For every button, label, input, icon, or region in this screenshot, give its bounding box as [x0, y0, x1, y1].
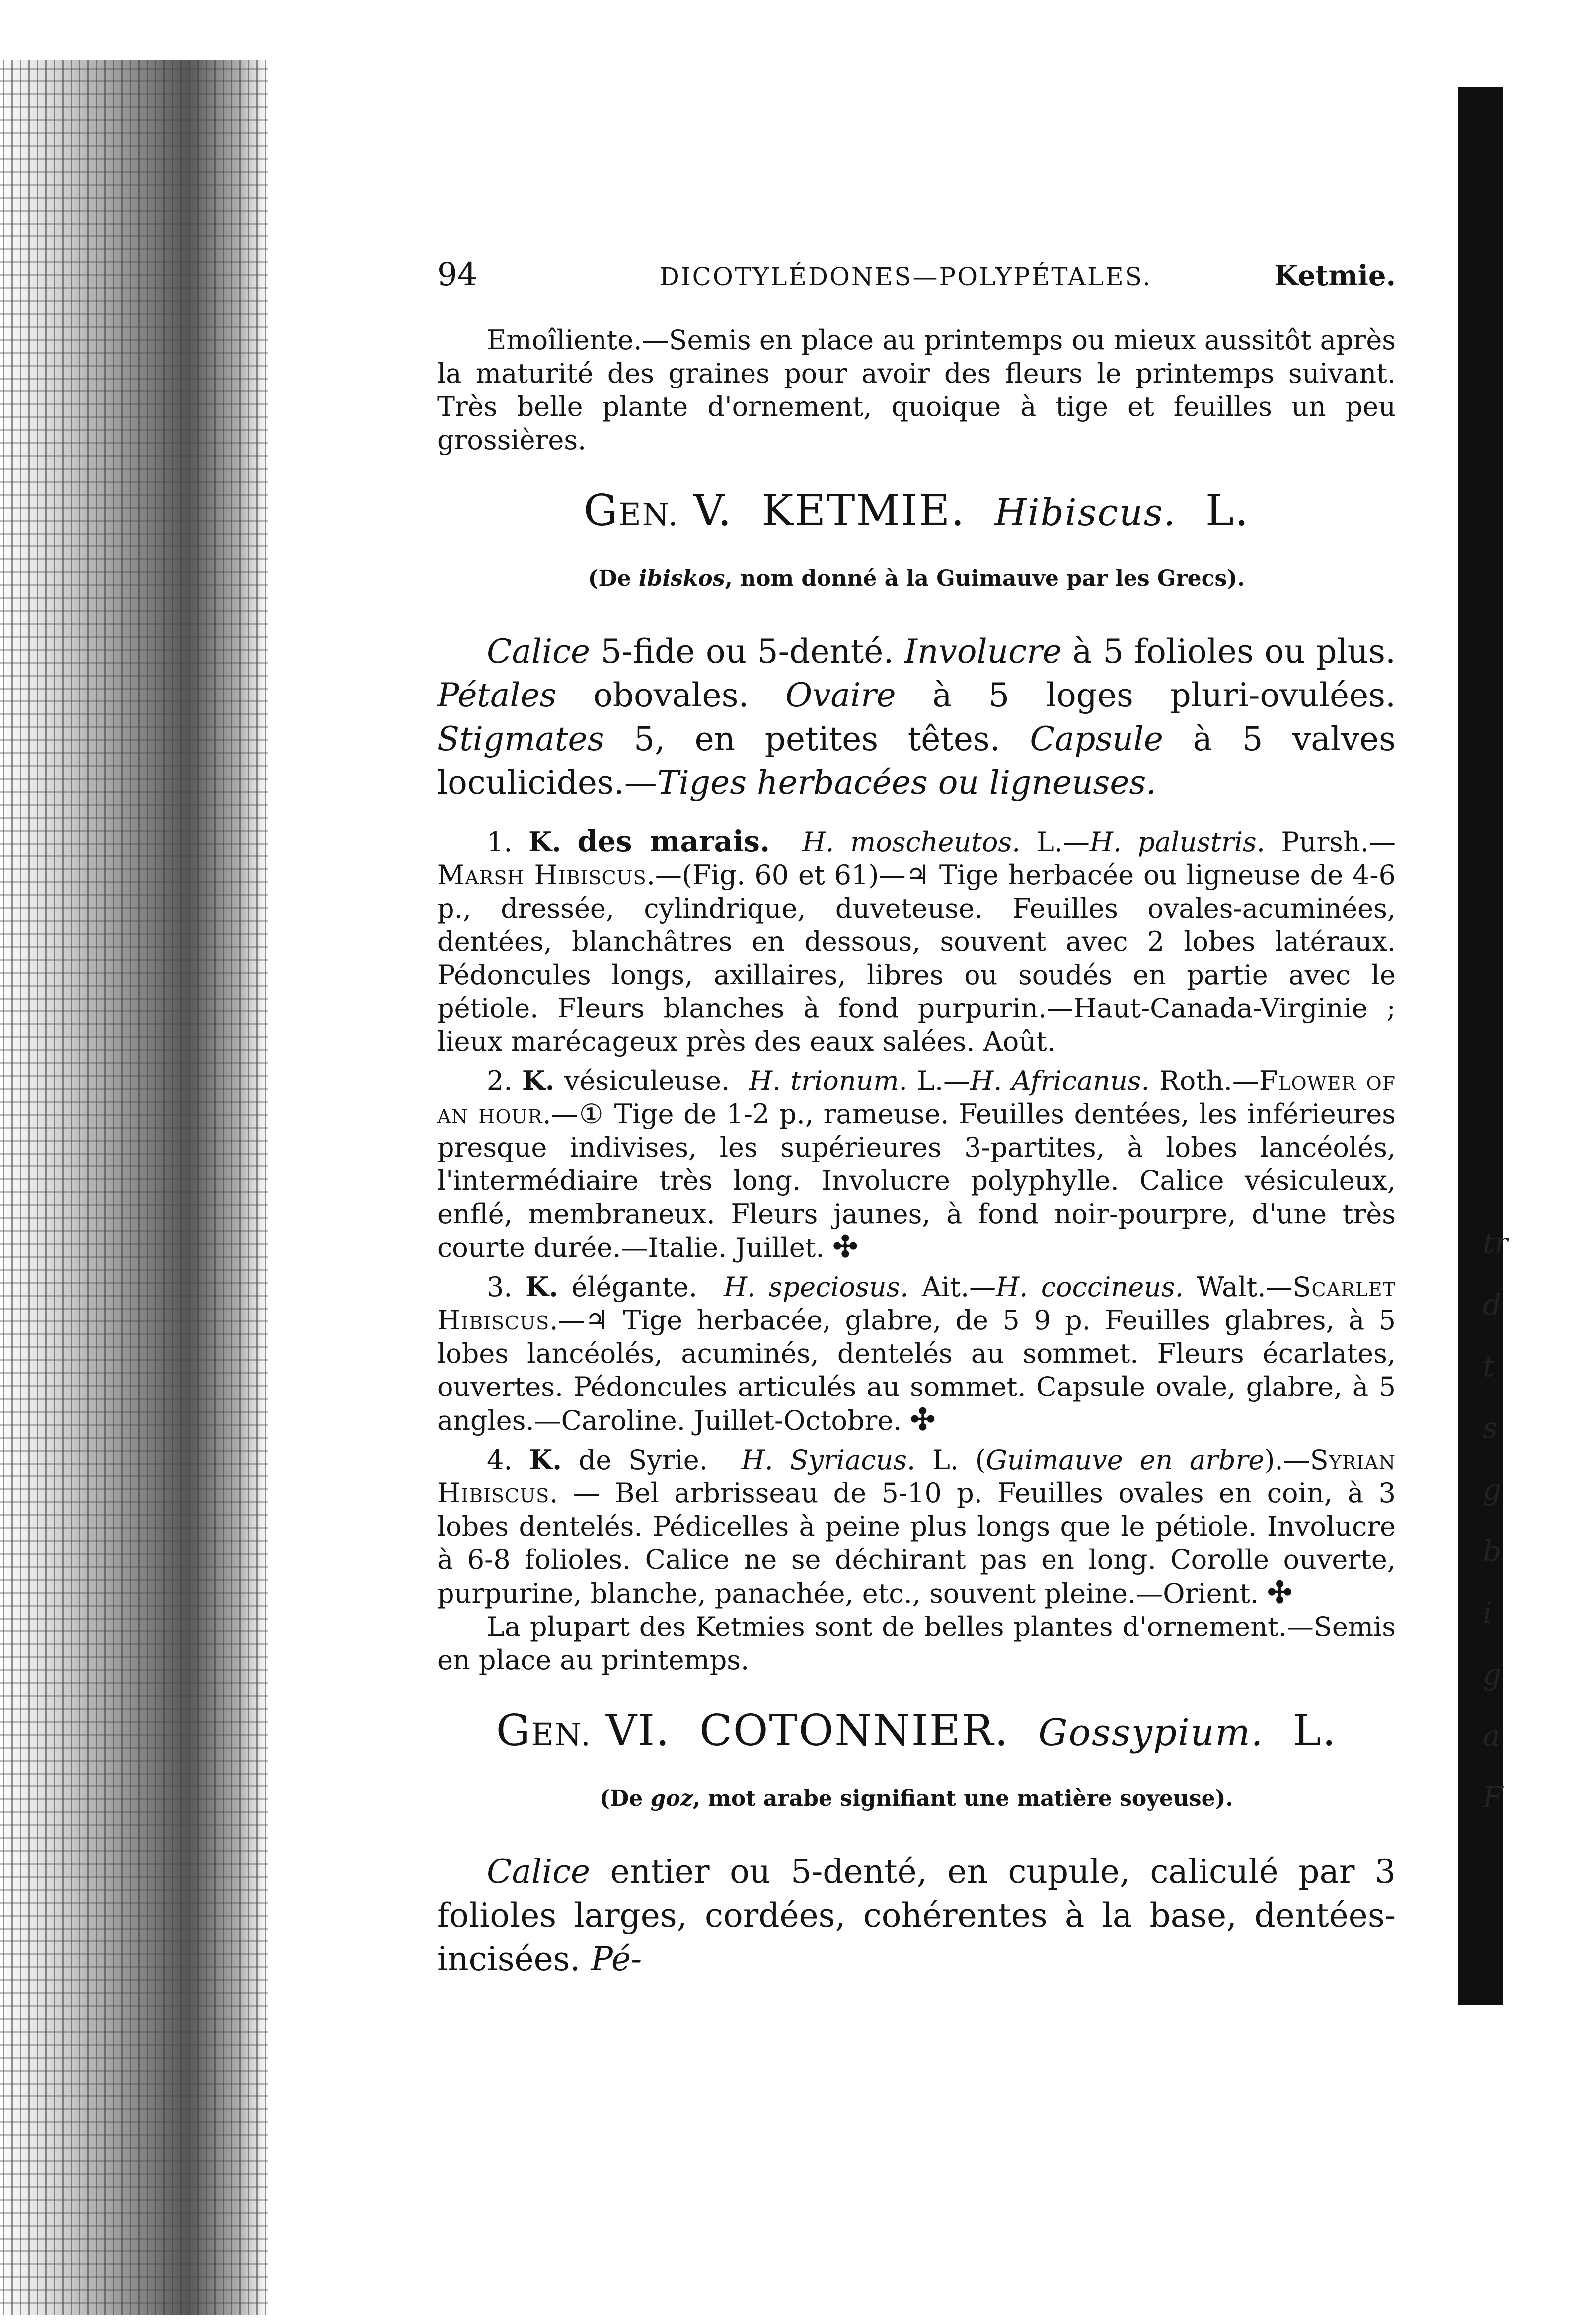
genus-latin: Hibiscus. — [994, 491, 1177, 534]
cultivated-mark-icon: ✣ — [910, 1402, 935, 1437]
cultivated-mark-icon: ✣ — [1267, 1575, 1292, 1610]
species-entry: 3. K. élégante. H. speciosus. Ait.—H. coccineus. Walt.—Scarlet Hibiscus.—♃ Tige herbacée, glabre, de 5 9 p. Feuilles glabres, à 5 lobes lancéolés, acuminés, dentelés au sommet. Fleurs écarlates, ouvertes. Pédoncules articulés au sommet. Capsule ovale, glabre, à 5 angles.—Caroline. Juillet-Octobre. ✣ — [437, 1271, 1396, 1437]
intro-paragraph: Emoîliente.—Semis en place au printemps ou mieux aussitôt après la maturité des graines pour avoir des fleurs le printemps suivant. Très belle plante d'ornement, quoique à tige et feuilles un peu grossières. — [437, 324, 1396, 456]
species-entry: 4. K. de Syrie. H. Syriacus. L. (Guimauve en arbre).—Syrian Hibiscus. — Bel arbrisseau de 5-10 p. Feuilles ovales en coin, à 3 lobes dentelés. Pédicelles à peine plus longs que le pétiole. Involucre à 6-8 folioles. Calice ne se déchirant pas en long. Corolle ouverte, purpurine, blanche, panachée, etc., souvent pleine.—Orient. ✣ — [437, 1444, 1396, 1610]
genus-label: GEN. — [583, 486, 679, 536]
binding-shadow — [0, 60, 268, 2315]
genus-heading — [437, 483, 1396, 542]
fragment: d — [1483, 1288, 1502, 1321]
running-head — [437, 258, 1396, 294]
closing-paragraph: La plupart des Ketmies sont de belles plantes d'ornement.—Semis en place au printemps. — [437, 1611, 1396, 1676]
genus-etymology: (De goz, mot arabe signifiant une matière soyeuse). — [600, 1786, 1233, 1811]
genus-etymology: (De ibiskos, nom donné à la Guimauve par les Grecs). — [588, 566, 1245, 591]
page-number: 94 — [437, 256, 478, 293]
fragment: g — [1483, 1472, 1502, 1506]
fragment: s — [1483, 1411, 1498, 1445]
genus-label: GEN. — [496, 1706, 592, 1756]
genus-diagnosis: Calice 5-fide ou 5-denté. Involucre à 5 folioles ou plus. Pétales obovales. Ovaire à 5 loges pluri-ovulées. Stigmates 5, en petites têtes. Capsule à 5 valves loculicides.—Tiges herbacées ou ligneuses. — [437, 632, 1396, 802]
book-page — [437, 258, 1396, 2001]
running-title: DICOTYLÉDONES—POLYPÉTALES. — [659, 262, 1152, 291]
fragment: t — [1483, 1349, 1495, 1383]
fragment: b — [1483, 1534, 1502, 1568]
genus-diagnosis: Calice entier ou 5-denté, en cupule, caliculé par 3 folioles larges, cordées, cohérentes à la base, dentées-incisées. Pé- — [437, 1853, 1396, 1978]
species-entry: 2. K. vésiculeuse. H. trionum. L.—H. Africanus. Roth.—Flower of an hour.—① Tige de 1-2 p., rameuse. Feuilles dentées, les inférieures presque indivises, les supérieures 3-partites, à lobes lancéolés, l'intermédiaire très long. Involucre polyphylle. Calice vésiculeux, enflé, membraneux. Fleurs jaunes, à fond noir-pourpre, d'une très courte durée.—Italie. Juillet. ✣ — [437, 1065, 1396, 1264]
fragment: a — [1483, 1719, 1500, 1753]
fragment: g — [1483, 1657, 1502, 1691]
fragment: tr — [1483, 1226, 1508, 1260]
cultivated-mark-icon: ✣ — [832, 1230, 858, 1264]
genus-latin: Gossypium. — [1038, 1711, 1264, 1754]
fragment: i — [1483, 1596, 1492, 1629]
genus-name: COTONNIER. — [699, 1706, 1009, 1756]
genus-author: L. — [1205, 486, 1250, 536]
genus-name: KETMIE. — [761, 486, 966, 536]
genus-heading — [437, 1704, 1396, 1762]
fragment: F — [1483, 1781, 1503, 1814]
genus-number: VI. — [606, 1706, 671, 1756]
running-genus: Ketmie. — [1274, 259, 1396, 292]
genus-number: V. — [693, 486, 733, 536]
species-entry: 1. K. des marais. H. moscheutos. L.—H. palustris. Pursh.—Marsh Hibiscus.—(Fig. 60 et 61)—♃ Tige herbacée ou ligneuse de 4-6 p., dressée, cylindrique, duveteuse. Feuilles ovales-acuminées, dentées, blanchâtres en dessous, souvent avec 2 lobes latéraux. Pédoncules longs, axillaires, libres ou soudés en partie avec le pétiole. Fleurs blanches à fond purpurin.—Haut-Canada-Virginie ; lieux marécageux près des eaux salées. Août. — [437, 824, 1396, 1057]
facing-page-fragments — [1483, 1212, 1542, 1814]
genus-author: L. — [1292, 1706, 1337, 1756]
